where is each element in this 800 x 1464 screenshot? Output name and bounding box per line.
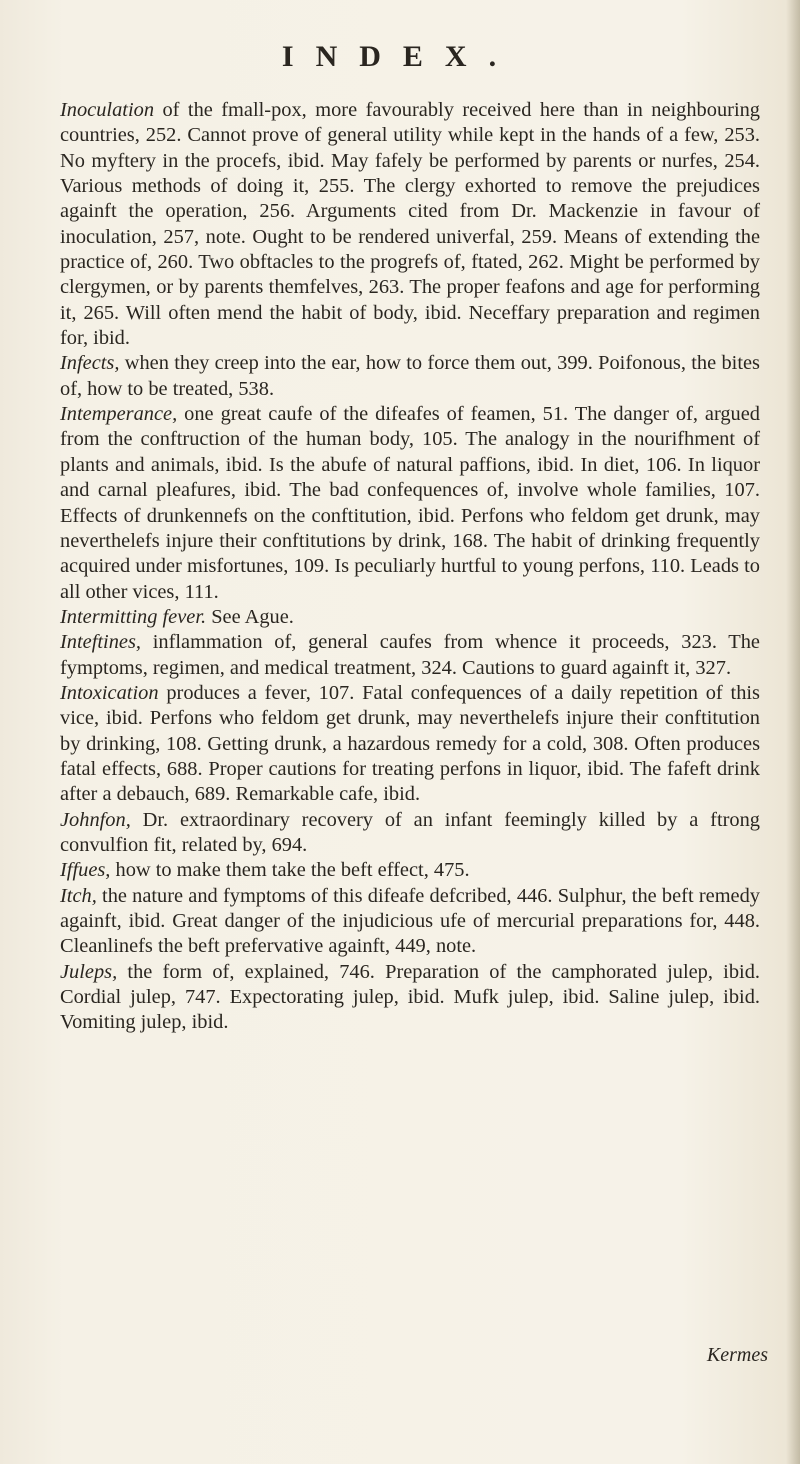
entry-text: the form of, explained, 746. Preparation of the camphorated julep, ibid. Cordial julep, 747. Expectorating julep, ibid. Mufk julep, ibid. Saline julep, ibid. Vomiting julep, ibid. <box>60 960 760 1034</box>
index-entry-itch <box>60 884 760 960</box>
index-entry-iffues <box>60 858 760 883</box>
entry-text: one great caufe of the difeafes of feamen, 51. The danger of, argued from the conftruction of the human body, 105. The analogy in the nourifhment of plants and animals, ibid. Is the abufe of natural paffions, ibid. In diet, 106. In liquor and carnal pleafures, ibid. The bad confequences of, involve whole families, 107. Effects of drunkennefs on the conftitution, ibid. Perfons who feldom get drunk, may neverthelefs injure their conftitutions by drink, 168. The habit of drinking frequently acquired under misfortunes, 109. Is peculiarly hurtful to young perfons, 110. Leads to all other vices, 111. <box>60 403 760 603</box>
index-entry-inteftines <box>60 630 760 681</box>
entry-heading: Johnfon, <box>60 808 131 831</box>
index-entry-inoculation <box>60 98 760 351</box>
entry-heading: Inteftines, <box>60 631 141 654</box>
entry-text: inflammation of, general caufes from whence it proceeds, 323. The fymptoms, regimen, and medical treatment, 324. Cautions to guard againft it, 327. <box>60 631 760 679</box>
entry-heading: Juleps, <box>60 960 118 983</box>
entry-text: produces a fever, 107. Fatal confequences of a daily repetition of this vice, ibid. Perfons who feldom get drunk, may neverthelefs injure their conftitution by drinking, 108. Getting drunk, a hazardous remedy for a cold, 308. Often produces fatal effects, 688. Proper cautions for treating perfons in liquor, ibid. The fafeft drink after a debauch, 689. Remarkable cafe, ibid. <box>60 681 760 806</box>
catchword: Kermes <box>706 1344 768 1366</box>
entry-heading: Intemperance, <box>60 403 178 426</box>
page-header: INDEX. <box>281 40 519 73</box>
entry-text: Dr. extraordinary recovery of an infant feemingly killed by a ftrong convulfion fit, related by, 694. <box>60 808 760 856</box>
entry-text: the nature and fymptoms of this difeafe defcribed, 446. Sulphur, the beft remedy againft, ibid. Great danger of the injudicious ufe of mercurial preparations for, 448. Cleanlinefs the beft prefervative againft, 449, note. <box>60 884 760 958</box>
page-edge-shadow <box>786 0 800 1464</box>
index-entry-intermitting-fever <box>60 605 760 630</box>
index-entry-johnfon <box>60 808 760 859</box>
entry-heading: Iffues, <box>60 859 111 882</box>
index-entry-intemperance <box>60 402 760 605</box>
entry-heading: Inoculation <box>60 99 155 121</box>
entry-text: how to make them take the beft effect, 475. <box>110 859 470 882</box>
index-body <box>60 98 760 1036</box>
entry-heading: Itch, <box>60 884 97 907</box>
entry-text: of the fmall-pox, more favourably received here than in neighbouring countries, 252. Cannot prove of general utility while kept in the hands of a few, 253. No myftery in the procefs, ibid. May fafely be performed by parents or nurfes, 254. Various methods of doing it, 255. The clergy exhorted to remove the prejudices againft the operation, 256. Arguments cited from Dr. Mackenzie in favour of inoculation, 257, note. Ought to be rendered univerfal, 259. Means of extending the practice of, 260. Two obftacles to the progrefs of, ftated, 262. Might be performed by clergymen, or by parents themfelves, 263. The proper feafons and age for performing it, 265. Will often mend the habit of body, ibid. Neceffary preparation and regimen for, ibid. <box>60 99 760 350</box>
entry-heading: Intoxication <box>60 681 159 704</box>
entry-heading: Intermitting fever. <box>60 605 207 628</box>
index-entry-infects <box>60 351 760 402</box>
entry-text: See Ague. <box>206 605 294 628</box>
entry-heading: Infects, <box>60 352 120 375</box>
index-entry-intoxication <box>60 681 760 808</box>
index-entry-juleps <box>60 960 760 1036</box>
entry-text: when they creep into the ear, how to force them out, 399. Poifonous, the bites of, how to be treated, 538. <box>60 352 760 400</box>
